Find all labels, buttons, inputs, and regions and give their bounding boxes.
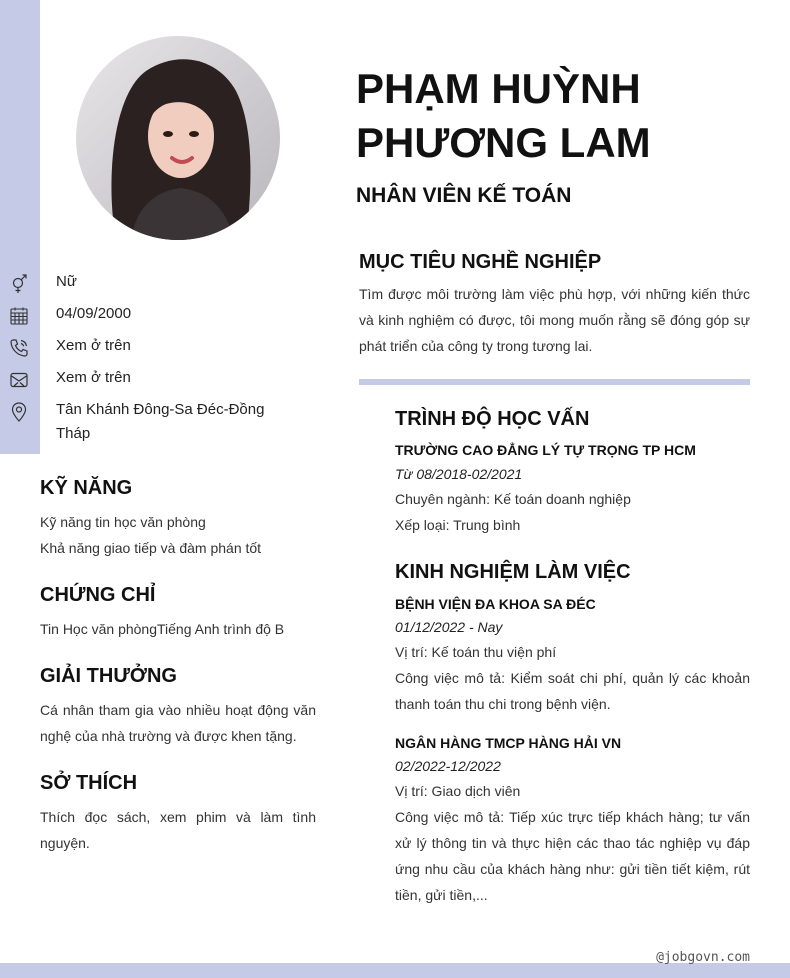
experience-title: KINH NGHIỆM LÀM VIỆC: [395, 561, 631, 583]
job-description: Công việc mô tả: Tiếp xúc trực tiếp khách hàng; tư vấn xử lý thông tin và thực hiện các thao tác nghiệp vụ đáp ứng nhu cầu của khách hàng như: gửi tiền tiết kiệm, rút tiền, gửi tiền,...: [395, 809, 750, 903]
objective-title: MỤC TIÊU NGHỀ NGHIỆP: [359, 251, 602, 273]
gender-icon: [9, 274, 29, 294]
candidate-name: PHẠM HUỲNH PHƯƠNG LAM: [356, 65, 651, 166]
section-divider: [359, 379, 750, 385]
calendar-icon: [9, 306, 29, 326]
email-value: Xem ở trên: [56, 369, 131, 386]
education-grade: Xếp loại: Trung bình: [395, 517, 521, 533]
contact-address: [0, 398, 300, 448]
job-description: Công việc mô tả: Kiểm soát chi phí, quản lý các khoản thanh toán thu chi trong bệnh viện.: [395, 670, 750, 712]
job-period: 01/12/2022 - Nay: [395, 619, 503, 635]
education-period: Từ 08/2018-02/2021: [395, 466, 523, 482]
job-position: Vị trí: Kế toán thu viện phí: [395, 644, 557, 660]
location-pin-icon: [9, 402, 29, 422]
job-period: 02/2022-12/2022: [395, 758, 501, 774]
objective-text: Tìm được môi trường làm việc phù hợp, với những kiến thức và kinh nghiệm có được, tôi mong muốn rằng sẽ đóng góp sự phát triển của công ty trong tương lai.: [359, 286, 750, 354]
contact-email: [0, 366, 300, 398]
envelope-icon: [9, 370, 29, 390]
skill-item: Khả năng giao tiếp và đàm phán tốt: [40, 540, 262, 556]
phone-icon: [9, 338, 29, 358]
avatar: [76, 36, 280, 240]
job-company: BỆNH VIỆN ĐA KHOA SA ĐÉC: [395, 596, 596, 612]
education-title: TRÌNH ĐỘ HỌC VẤN: [395, 408, 590, 430]
hobbies-title: SỞ THÍCH: [40, 772, 138, 794]
job-position: Vị trí: Giao dịch viên: [395, 783, 521, 799]
skills-title: KỸ NĂNG: [40, 477, 133, 499]
job-title: NHÂN VIÊN KẾ TOÁN: [356, 184, 572, 207]
job-company: NGÂN HÀNG TMCP HÀNG HẢI VN: [395, 735, 622, 751]
footer-accent: [0, 963, 790, 978]
watermark: @jobgovn.com: [656, 950, 750, 965]
contact-phone: [0, 334, 300, 366]
address-value: Tân Khánh Đông-Sa Đéc-Đồng Tháp: [56, 401, 265, 442]
education-school: TRƯỜNG CAO ĐẲNG LÝ TỰ TRỌNG TP HCM: [395, 442, 696, 458]
certificates-title: CHỨNG CHỈ: [40, 584, 156, 606]
awards-text: Cá nhân tham gia vào nhiều hoạt động văn nghệ của nhà trường và được khen tặng.: [40, 702, 316, 744]
certificates-text: Tin Học văn phòngTiếng Anh trình độ B: [40, 621, 285, 637]
phone-value: Xem ở trên: [56, 337, 131, 354]
contact-dob: [0, 302, 300, 334]
gender-value: Nữ: [56, 273, 77, 290]
contact-gender: [0, 270, 300, 302]
education-major: Chuyên ngành: Kế toán doanh nghiệp: [395, 491, 631, 507]
skill-item: Kỹ năng tin học văn phòng: [40, 514, 206, 530]
awards-title: GIẢI THƯỞNG: [40, 665, 177, 687]
dob-value: 04/09/2000: [56, 305, 132, 322]
hobbies-text: Thích đọc sách, xem phim và làm tình nguyện.: [40, 809, 316, 851]
